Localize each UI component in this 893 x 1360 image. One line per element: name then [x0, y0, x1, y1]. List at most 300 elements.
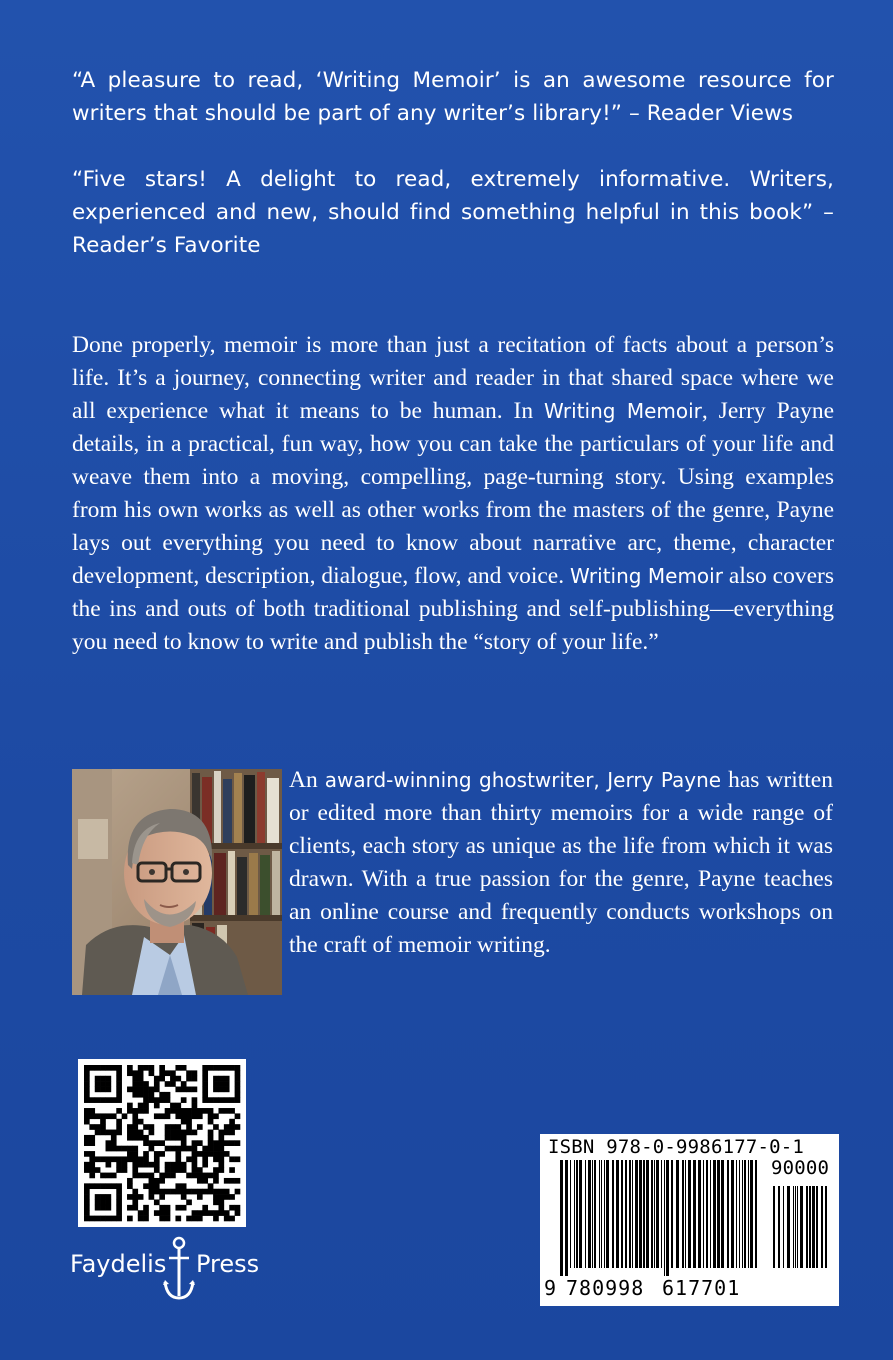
barcode-bar [625, 1160, 627, 1268]
qr-module [213, 1194, 219, 1200]
qr-module [186, 1070, 192, 1076]
qr-module [170, 1146, 176, 1152]
qr-module [165, 1130, 171, 1136]
qr-module [192, 1103, 198, 1109]
qr-module [192, 1130, 198, 1136]
qr-module [143, 1081, 149, 1087]
barcode-bar [570, 1160, 571, 1268]
barcode-bar [721, 1160, 724, 1268]
qr-module [84, 1081, 90, 1087]
qr-module [106, 1146, 112, 1152]
qr-module [149, 1065, 155, 1071]
qr-module [149, 1124, 155, 1130]
qr-module [181, 1183, 187, 1189]
author-bio [289, 764, 833, 962]
qr-module [175, 1183, 181, 1189]
barcode-bar [806, 1186, 808, 1268]
qr-module [170, 1103, 176, 1109]
barcode-bar [651, 1160, 653, 1268]
barcode-bar [606, 1160, 609, 1268]
qr-module [154, 1162, 160, 1168]
barcode-bar [783, 1186, 784, 1268]
qr-module [143, 1205, 149, 1211]
qr-module [116, 1210, 122, 1216]
qr-module [165, 1205, 171, 1211]
qr-module [127, 1194, 133, 1200]
qr-module [181, 1130, 187, 1136]
qr-module [175, 1205, 181, 1211]
qr-module [202, 1173, 208, 1179]
qr-module [138, 1194, 144, 1200]
qr-module [175, 1156, 181, 1162]
barcode-bar [739, 1160, 740, 1268]
qr-module [170, 1076, 176, 1082]
qr-module [100, 1199, 106, 1205]
qr-module [122, 1156, 128, 1162]
qr-module [170, 1124, 176, 1130]
qr-module [138, 1210, 144, 1216]
qr-module [143, 1156, 149, 1162]
qr-module [106, 1130, 112, 1136]
qr-module [154, 1189, 160, 1195]
qr-module [132, 1146, 138, 1152]
qr-module [165, 1070, 171, 1076]
barcode-bar [778, 1186, 780, 1268]
qr-module [111, 1130, 117, 1136]
qr-module [111, 1097, 117, 1103]
qr-module [208, 1130, 214, 1136]
qr-module [175, 1124, 181, 1130]
barcode-bar [731, 1160, 734, 1268]
qr-module [116, 1108, 122, 1114]
qr-module [181, 1097, 187, 1103]
barcode-bar [800, 1186, 803, 1268]
qr-module [106, 1199, 112, 1205]
barcode-bar [727, 1160, 729, 1268]
qr-module [159, 1140, 165, 1146]
qr-module [165, 1092, 171, 1098]
barcode-bar [599, 1160, 600, 1268]
qr-module [197, 1189, 203, 1195]
qr-module [213, 1167, 219, 1173]
qr-module [122, 1113, 128, 1119]
qr-module [235, 1065, 241, 1071]
qr-module [235, 1124, 241, 1130]
qr-module [116, 1183, 122, 1189]
qr-module [89, 1065, 95, 1071]
barcode-bar [565, 1160, 568, 1276]
qr-module [218, 1140, 224, 1146]
barcode-bar [706, 1160, 708, 1268]
barcode-bar [646, 1160, 649, 1268]
qr-module [181, 1135, 187, 1141]
qr-module [149, 1070, 155, 1076]
qr-module [208, 1135, 214, 1141]
barcode-bar [612, 1160, 614, 1268]
qr-module [154, 1210, 160, 1216]
qr-module [224, 1065, 230, 1071]
qr-module [138, 1173, 144, 1179]
qr-module [132, 1167, 138, 1173]
publisher-name-2: Press [196, 1250, 260, 1278]
qr-module [116, 1199, 122, 1205]
qr-module [192, 1146, 198, 1152]
qr-module [100, 1183, 106, 1189]
ean-left-digits: 780998 [566, 1276, 645, 1300]
qr-module [165, 1173, 171, 1179]
qr-module [229, 1124, 235, 1130]
qr-module [95, 1167, 101, 1173]
qr-module [192, 1151, 198, 1157]
qr-module [181, 1146, 187, 1152]
qr-module [132, 1173, 138, 1179]
qr-module [127, 1156, 133, 1162]
qr-module [106, 1216, 112, 1222]
qr-module [116, 1162, 122, 1168]
qr-module [224, 1130, 230, 1136]
qr-module [213, 1173, 219, 1179]
qr-module [181, 1081, 187, 1087]
qr-module [127, 1087, 133, 1093]
barcode-bar [629, 1160, 631, 1268]
barcode-bar [676, 1160, 679, 1268]
qr-module [170, 1108, 176, 1114]
barcode-bar [793, 1186, 794, 1268]
qr-module [95, 1087, 101, 1093]
barcode-bar [588, 1160, 591, 1268]
publisher-name-1: Faydelis [70, 1250, 167, 1278]
qr-module [197, 1113, 203, 1119]
qr-module [181, 1162, 187, 1168]
qr-module [132, 1151, 138, 1157]
qr-module [192, 1167, 198, 1173]
qr-module [100, 1119, 106, 1125]
qr-module [213, 1189, 219, 1195]
barcode-bar [816, 1186, 818, 1268]
qr-module [208, 1183, 214, 1189]
qr-module [224, 1178, 230, 1184]
qr-module [100, 1124, 106, 1130]
qr-module [208, 1189, 214, 1195]
qr-module [213, 1140, 219, 1146]
qr-module [143, 1162, 149, 1168]
qr-module [159, 1173, 165, 1179]
qr-module [116, 1216, 122, 1222]
qr-module [100, 1216, 106, 1222]
qr-module [208, 1210, 214, 1216]
qr-module [235, 1156, 241, 1162]
qr-module [208, 1113, 214, 1119]
qr-module [106, 1081, 112, 1087]
qr-module [218, 1097, 224, 1103]
qr-module [132, 1135, 138, 1141]
qr-module [154, 1178, 160, 1184]
qr-module [127, 1135, 133, 1141]
qr-module [127, 1103, 133, 1109]
qr-module [95, 1216, 101, 1222]
qr-module [165, 1167, 171, 1173]
barcode-bar [755, 1160, 757, 1268]
qr-module [143, 1135, 149, 1141]
qr-module [132, 1194, 138, 1200]
qr-module [149, 1146, 155, 1152]
qr-module [181, 1119, 187, 1125]
price-code: 90000 [771, 1157, 830, 1179]
qr-module [154, 1076, 160, 1082]
qr-module [208, 1119, 214, 1125]
barcode-bar [654, 1160, 655, 1268]
ean-right-digits: 617701 [662, 1276, 741, 1300]
qr-module [143, 1140, 149, 1146]
qr-module [170, 1135, 176, 1141]
qr-module [175, 1130, 181, 1136]
qr-module [127, 1205, 133, 1211]
qr-module [218, 1076, 224, 1082]
qr-module [116, 1076, 122, 1082]
qr-module [111, 1140, 117, 1146]
barcode-bar [639, 1160, 642, 1268]
qr-module [197, 1173, 203, 1179]
barcode-bar [576, 1160, 578, 1268]
qr-module [192, 1113, 198, 1119]
qr-module [170, 1130, 176, 1136]
qr-module [208, 1097, 214, 1103]
qr-module [89, 1173, 95, 1179]
qr-module [175, 1113, 181, 1119]
qr-module [127, 1108, 133, 1114]
qr-module [218, 1151, 224, 1157]
book-description [72, 329, 834, 659]
qr-module [84, 1113, 90, 1119]
qr-module [202, 1146, 208, 1152]
qr-module [154, 1081, 160, 1087]
qr-module [175, 1103, 181, 1109]
ean-bars [560, 1160, 760, 1276]
qr-module [213, 1151, 219, 1157]
qr-module [100, 1156, 106, 1162]
qr-module [175, 1146, 181, 1152]
bio-highlight: award-winning ghostwriter, Jerry Payne [324, 768, 722, 792]
barcode-bar [748, 1160, 749, 1268]
qr-module [218, 1156, 224, 1162]
anchor-icon [162, 1236, 196, 1306]
qr-module [218, 1167, 224, 1173]
qr-module [149, 1087, 155, 1093]
qr-module [106, 1087, 112, 1093]
qr-module [116, 1124, 122, 1130]
qr-module [192, 1173, 198, 1179]
qr-module [84, 1216, 90, 1222]
qr-module [95, 1076, 101, 1082]
qr-module [181, 1065, 187, 1071]
isbn-barcode [540, 1134, 839, 1306]
qr-module [84, 1183, 90, 1189]
qr-module [106, 1140, 112, 1146]
qr-module [116, 1156, 122, 1162]
qr-module [111, 1135, 117, 1141]
qr-module [122, 1162, 128, 1168]
qr-module [197, 1151, 203, 1157]
bio-text: has written or edited more than thirty memoirs for a wide range of clients, each story as unique as the life from which it was drawn. With a true passion for the genre, Payne teaches an online course and frequently conducts workshops on the craft of memoir writing. [289, 767, 833, 958]
qr-module [197, 1124, 203, 1130]
qr-module [181, 1189, 187, 1195]
qr-module [159, 1070, 165, 1076]
qr-module [84, 1194, 90, 1200]
qr-module [138, 1108, 144, 1114]
barcode-bar [661, 1160, 662, 1268]
qr-module [218, 1087, 224, 1093]
barcode-bar [685, 1160, 686, 1268]
qr-module [213, 1124, 219, 1130]
qr-module [170, 1173, 176, 1179]
qr-module [213, 1178, 219, 1184]
qr-module [106, 1113, 112, 1119]
qr-module [154, 1113, 160, 1119]
qr-module [224, 1140, 230, 1146]
qr-module [132, 1092, 138, 1098]
barcode-bar [821, 1186, 823, 1268]
qr-module [235, 1087, 241, 1093]
barcode-bar [616, 1160, 619, 1268]
qr-module [132, 1199, 138, 1205]
qr-module [132, 1113, 138, 1119]
qr-module [165, 1113, 171, 1119]
qr-module [106, 1205, 112, 1211]
qr-module [175, 1216, 181, 1222]
qr-module [106, 1194, 112, 1200]
qr-module [175, 1189, 181, 1195]
qr-module [138, 1156, 144, 1162]
qr-module [165, 1081, 171, 1087]
qr-module [89, 1140, 95, 1146]
qr-module [159, 1205, 165, 1211]
qr-module [197, 1210, 203, 1216]
qr-module [100, 1097, 106, 1103]
qr-module [149, 1130, 155, 1136]
barcode-bar [560, 1160, 563, 1276]
qr-module [149, 1092, 155, 1098]
qr-module [89, 1216, 95, 1222]
qr-module [95, 1130, 101, 1136]
qr-module [197, 1108, 203, 1114]
qr-module [84, 1097, 90, 1103]
qr-module [159, 1065, 165, 1071]
qr-module [89, 1156, 95, 1162]
qr-module [170, 1162, 176, 1168]
qr-module [192, 1070, 198, 1076]
qr-module [218, 1081, 224, 1087]
qr-module [224, 1210, 230, 1216]
qr-module [202, 1162, 208, 1168]
qr-module [175, 1135, 181, 1141]
qr-module [192, 1156, 198, 1162]
barcode-bar [797, 1186, 798, 1268]
qr-module [202, 1108, 208, 1114]
qr-module [181, 1087, 187, 1093]
qr-module [154, 1151, 160, 1157]
qr-module [181, 1167, 187, 1173]
barcode-bar [795, 1186, 796, 1268]
qr-module [138, 1087, 144, 1093]
qr-module [132, 1130, 138, 1136]
barcode-bar [703, 1160, 704, 1268]
qr-module [235, 1092, 241, 1098]
qr-module [132, 1156, 138, 1162]
isbn-label: ISBN 978-0-9986177-0-1 [548, 1136, 805, 1158]
qr-module [181, 1108, 187, 1114]
qr-module [213, 1156, 219, 1162]
qr-module [202, 1151, 208, 1157]
barcode-bar [693, 1160, 696, 1268]
qr-module [127, 1151, 133, 1157]
qr-module [138, 1130, 144, 1136]
qr-module [143, 1087, 149, 1093]
qr-module [202, 1070, 208, 1076]
price-bars [773, 1186, 833, 1298]
barcode-bar [664, 1160, 665, 1276]
qr-module [106, 1097, 112, 1103]
qr-module [197, 1178, 203, 1184]
qr-module [149, 1189, 155, 1195]
qr-module [143, 1183, 149, 1189]
qr-module [175, 1076, 181, 1082]
qr-module [175, 1065, 181, 1071]
qr-module [95, 1183, 101, 1189]
qr-module [159, 1216, 165, 1222]
qr-module [218, 1108, 224, 1114]
qr-module [111, 1216, 117, 1222]
qr-module [89, 1097, 95, 1103]
qr-module [138, 1103, 144, 1109]
qr-module [116, 1130, 122, 1136]
qr-module [186, 1108, 192, 1114]
barcode-bar [579, 1160, 582, 1268]
qr-module [235, 1210, 241, 1216]
qr-module [202, 1087, 208, 1093]
barcode-bar [621, 1160, 623, 1268]
qr-module [149, 1140, 155, 1146]
qr-module [202, 1189, 208, 1195]
barcode-bar [773, 1186, 775, 1268]
qr-module [149, 1183, 155, 1189]
qr-module [100, 1173, 106, 1179]
qr-module [218, 1199, 224, 1205]
qr-module [165, 1124, 171, 1130]
qr-module [186, 1173, 192, 1179]
qr-module [106, 1162, 112, 1168]
barcode-bar [671, 1160, 673, 1268]
qr-module [111, 1156, 117, 1162]
qr-module [197, 1194, 203, 1200]
review-quote-readers-favorite: “Five stars! A delight to read, extremely informative. Writers, experienced and new, should find something helpful in this book” – Reader’s Favorite [72, 167, 834, 258]
qr-module [235, 1189, 241, 1195]
qr-module [100, 1130, 106, 1136]
qr-module [218, 1189, 224, 1195]
qr-module [100, 1113, 106, 1119]
qr-module [106, 1183, 112, 1189]
qr-module [224, 1124, 230, 1130]
book-title-mention: Writing Memoir [570, 564, 723, 588]
qr-module [170, 1189, 176, 1195]
qr-module [111, 1173, 117, 1179]
qr-module [213, 1097, 219, 1103]
qr-module [111, 1113, 117, 1119]
qr-module [218, 1205, 224, 1211]
qr-module [116, 1097, 122, 1103]
qr-module [159, 1076, 165, 1082]
barcode-bar [809, 1186, 811, 1268]
qr-module [149, 1178, 155, 1184]
